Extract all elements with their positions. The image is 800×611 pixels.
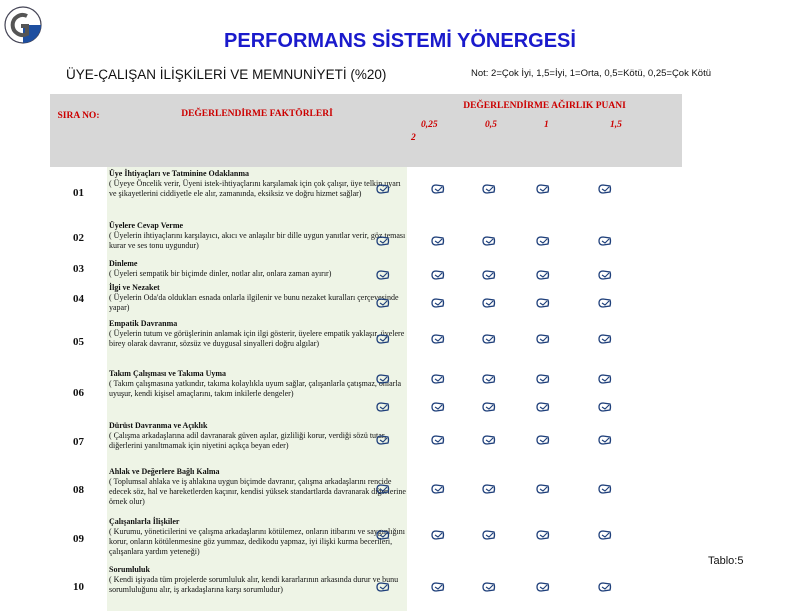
factor-description: ( Üyelerin tutum ve görüşlerinin anlamak için ilgi gösterir, üyelere empatik yaklaşır, üyelere birey olarak davranır, sözsüz ve duygusal sinyalleri doğru algılar) — [109, 329, 405, 348]
rating-checkbox-icon[interactable] — [536, 402, 550, 412]
factor-cell — [107, 419, 407, 465]
table-row — [50, 167, 682, 219]
rating-checkbox-icon[interactable] — [482, 582, 496, 592]
rating-checkbox-icon[interactable] — [536, 270, 550, 280]
rating-checkbox-icon[interactable] — [376, 236, 390, 246]
factor-title: Dinleme — [109, 259, 138, 268]
evaluation-table — [50, 94, 682, 611]
score-label: 0,25 — [421, 120, 438, 130]
row-number: 04 — [73, 293, 84, 305]
rating-checkbox-icon[interactable] — [376, 334, 390, 344]
factor-description: ( Kendi işiyada tüm projelerde sorumluluk alır, kendi kararlarının arkasında durur ve bunu sorumluluğunu alır, iş arkadaşlarına karşı sorumludur) — [109, 575, 399, 594]
rating-checkbox-icon[interactable] — [376, 530, 390, 540]
rating-checkbox-icon[interactable] — [598, 435, 612, 445]
rating-checkbox-icon[interactable] — [536, 236, 550, 246]
factor-cell — [107, 281, 407, 317]
rating-checkbox-icon[interactable] — [536, 334, 550, 344]
rating-checkbox-icon[interactable] — [536, 530, 550, 540]
rating-checkbox-icon[interactable] — [431, 184, 445, 194]
rating-checkbox-icon[interactable] — [598, 402, 612, 412]
table-row — [50, 563, 682, 611]
factor-cell — [107, 257, 407, 281]
row-number: 02 — [73, 232, 84, 244]
rating-checkbox-icon[interactable] — [376, 270, 390, 280]
score-label: 1 — [544, 120, 549, 130]
scale-note: Not: 2=Çok İyi, 1,5=İyi, 1=Orta, 0,5=Kötü, 0,25=Çok Kötü — [471, 68, 712, 79]
rating-checkbox-icon[interactable] — [431, 236, 445, 246]
column-header-weight — [407, 94, 682, 167]
rating-checkbox-icon[interactable] — [598, 298, 612, 308]
factor-title: İlgi ve Nezaket — [109, 283, 160, 292]
factor-description: ( Çalışma arkadaşlarına adil davranarak güven aşılar, gizliliği korur, verdiği sözü tutar, diğerlerini yanıltmamak için niyetini açıkça beyan eder) — [109, 431, 387, 450]
rating-checkbox-icon[interactable] — [482, 530, 496, 540]
table-number-label: Tablo:5 — [708, 555, 744, 567]
rating-checkbox-icon[interactable] — [431, 334, 445, 344]
table-row — [50, 367, 682, 419]
factor-title: Sorumluluk — [109, 565, 150, 574]
rating-cell — [407, 257, 682, 281]
rating-checkbox-icon[interactable] — [536, 184, 550, 194]
rating-checkbox-icon[interactable] — [598, 374, 612, 384]
rating-cell — [407, 219, 682, 257]
rating-checkbox-icon[interactable] — [482, 270, 496, 280]
rating-checkbox-icon[interactable] — [431, 484, 445, 494]
factor-title: Üyelere Cevap Verme — [109, 221, 184, 230]
score-label: 1,5 — [610, 120, 622, 130]
rating-checkbox-icon[interactable] — [482, 402, 496, 412]
rating-checkbox-icon[interactable] — [376, 374, 390, 384]
table-row — [50, 219, 682, 257]
rating-checkbox-icon[interactable] — [482, 484, 496, 494]
rating-checkbox-icon[interactable] — [598, 270, 612, 280]
section-title: ÜYE-ÇALIŞAN İLİŞKİLERİ VE MEMNUNİYETİ (%20) — [66, 67, 387, 82]
rating-checkbox-icon[interactable] — [376, 184, 390, 194]
score-label: 2 — [411, 133, 416, 143]
rating-checkbox-icon[interactable] — [431, 402, 445, 412]
rating-cell — [407, 367, 682, 419]
factor-cell — [107, 219, 407, 257]
score-labels — [407, 120, 682, 150]
rating-checkbox-icon[interactable] — [431, 298, 445, 308]
rating-checkbox-icon[interactable] — [536, 374, 550, 384]
table-header-row — [50, 94, 682, 167]
row-number: 03 — [73, 263, 84, 275]
rating-checkbox-icon[interactable] — [598, 184, 612, 194]
rating-checkbox-icon[interactable] — [431, 374, 445, 384]
row-number: 08 — [73, 484, 84, 496]
factor-cell — [107, 367, 407, 419]
rating-checkbox-icon[interactable] — [482, 435, 496, 445]
rating-checkbox-icon[interactable] — [482, 298, 496, 308]
rating-checkbox-icon[interactable] — [598, 530, 612, 540]
rating-checkbox-icon[interactable] — [482, 374, 496, 384]
rating-checkbox-icon[interactable] — [431, 582, 445, 592]
rating-cell — [407, 167, 682, 219]
rating-cell — [407, 563, 682, 611]
row-number: 01 — [73, 187, 84, 199]
factor-cell — [107, 465, 407, 515]
row-number: 09 — [73, 533, 84, 545]
rating-cell — [407, 281, 682, 317]
factor-description: ( Üyelerin Oda'da oldukları esnada onlarla ilgilenir ve bunu nezaket kuralları çerçevesinde yapar) — [109, 293, 399, 312]
column-header-sira: SIRA NO: — [50, 94, 107, 167]
factor-title: Empatik Davranma — [109, 319, 178, 328]
factor-cell — [107, 515, 407, 563]
column-header-faktor: DEĞERLENDİRME FAKTÖRLERİ — [107, 94, 407, 167]
rating-checkbox-icon[interactable] — [598, 484, 612, 494]
rating-checkbox-icon[interactable] — [376, 402, 390, 412]
row-number: 06 — [73, 387, 84, 399]
rating-checkbox-icon[interactable] — [536, 298, 550, 308]
rating-checkbox-icon[interactable] — [376, 484, 390, 494]
page-title: PERFORMANS SİSTEMİ YÖNERGESİ — [224, 30, 576, 52]
rating-checkbox-icon[interactable] — [376, 435, 390, 445]
factor-cell — [107, 317, 407, 367]
rating-cell — [407, 515, 682, 563]
factor-title: Dürüst Davranma ve Açıklık — [109, 421, 208, 430]
row-number: 07 — [73, 436, 84, 448]
rating-checkbox-icon[interactable] — [376, 582, 390, 592]
factor-title: Ahlak ve Değerlere Bağlı Kalma — [109, 467, 220, 476]
factor-description: ( Takım çalışmasına yatkındır, takıma kolaylıkla uyum sağlar, çalışanlarla çatışmaz, onlarla uyuşur, kendi kişisel amaçlarını, takım inkilerle dengeler) — [109, 379, 402, 398]
rating-cell — [407, 419, 682, 465]
factor-cell — [107, 167, 407, 219]
factor-description: ( Üyelerin ihtiyaçlarını karşılayıcı, akıcı ve anlaşılır bir dille uygun yanıtlar verir, göz teması kurar ve ses tonu uygundur) — [109, 231, 406, 250]
table-row — [50, 419, 682, 465]
rating-checkbox-icon[interactable] — [482, 236, 496, 246]
rating-checkbox-icon[interactable] — [431, 530, 445, 540]
row-number: 05 — [73, 336, 84, 348]
table-row — [50, 281, 682, 317]
rating-checkbox-icon[interactable] — [376, 298, 390, 308]
rating-checkbox-icon[interactable] — [536, 484, 550, 494]
table-row — [50, 317, 682, 367]
rating-cell — [407, 465, 682, 515]
factor-description: ( Üyeleri sempatik bir biçimde dinler, notlar alır, onlara zaman ayırır) — [109, 269, 332, 278]
factor-cell — [107, 563, 407, 611]
rating-checkbox-icon[interactable] — [431, 435, 445, 445]
row-number: 10 — [73, 581, 84, 593]
rating-cell — [407, 317, 682, 367]
rating-checkbox-icon[interactable] — [536, 435, 550, 445]
weight-title: DEĞERLENDİRME AĞIRLIK PUANI — [463, 101, 626, 111]
table-row — [50, 515, 682, 563]
score-label: 0,5 — [485, 120, 497, 130]
factor-title: Çalışanlarla İlişkiler — [109, 517, 180, 526]
rating-checkbox-icon[interactable] — [598, 334, 612, 344]
factor-description: ( Kurumu, yöneticilerini ve çalışma arkadaşlarını kötülemez, onların itibarını ve saygınlığını korur, onların kötülenmesine göz yummaz, dedikodu yapmaz, iyi ilişki kurma becerileri, çalışanlara yardım yeteneği) — [109, 527, 405, 556]
factor-title: Takım Çalışması ve Takıma Uyma — [109, 369, 227, 378]
rating-checkbox-icon[interactable] — [598, 236, 612, 246]
rating-checkbox-icon[interactable] — [536, 582, 550, 592]
factor-description: ( Toplumsal ahlaka ve iş ahlakına uygun biçimde davranır, çalışma arkadaşlarını rencide edecek söz, hal ve hareketlerden kaçınır, kendisi yüksek standartlarda davranarak diğerlerine örnek olur) — [109, 477, 406, 506]
factor-title: Üye İhtiyaçları ve Tatminine Odaklanma — [109, 169, 250, 178]
rating-checkbox-icon[interactable] — [482, 184, 496, 194]
table-row — [50, 465, 682, 515]
rating-checkbox-icon[interactable] — [598, 582, 612, 592]
rating-checkbox-icon[interactable] — [431, 270, 445, 280]
table-row — [50, 257, 682, 281]
rating-checkbox-icon[interactable] — [482, 334, 496, 344]
factor-description: ( Üyeye Öncelik verir, Üyeni istek-ihtiyaçlarını karşılamak için çok çalışır, üye telkin,uyarı ve şikayetlerini ciddiyetle ele alır, zamanında, eksiksiz ve doğru hizmet sağlar) — [109, 179, 401, 198]
